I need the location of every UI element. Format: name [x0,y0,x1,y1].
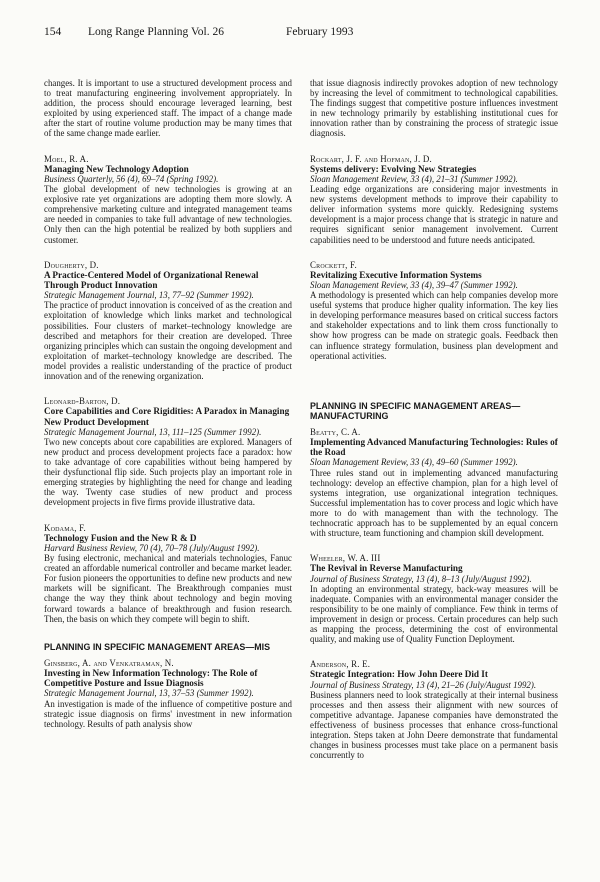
entry-author: Ginsberg, A. and Venkatraman, N. [44,657,174,668]
entry-abstract: An investigation is made of the influence of competitive posture and strategic issue diagnosis on firms' investment in new information technology. Results of path analysis show [44,698,292,729]
entry-author: Wheeler, W. A. III [310,553,381,564]
running-header [44,26,564,40]
bibliography-entry [44,154,292,245]
entry-title: Strategic Integration: How John Deere Did It [310,669,488,680]
entry-title: Investing in New Information Technology: The Role of Competitive Posture and Issue Diagnosis [44,667,258,689]
right-column [310,78,558,775]
entry-abstract: Leading edge organizations are considering major investments in new systems development methods to improve their capability to deliver information systems more quickly. Redesigning systems development is a major process change that is strategic in nature and requires significant senior management involvement. Current capabilities need to be understood and future needs anticipated. [310,184,558,245]
entry-title: A Practice-Centered Model of Organizational Renewal Through Product Innovation [44,269,259,290]
left-column [44,78,292,744]
entry-abstract: In adopting an environmental strategy, back-way measures will be inadequate. Companies with an environmental manager consider the responsibility to be one mainly of compliance. Few think in terms of improvement in design or process. Certain procedures can help such as mapping the process, determining the cost of environmental quality, and making use of Quality Function Deployment. [310,583,558,645]
entry-author: Crockett, F. [310,259,357,270]
bibliography-entry [44,396,292,507]
entry-citation: Journal of Business Strategy, 13 (4), 8–13 (July/August 1992). [310,573,532,584]
entry-title: Managing New Technology Adoption [44,163,189,174]
entry-abstract: Two new concepts about core capabilities are explored. Managers of new product and process development projects face a paradox: how to take advantage of core capabilities without being hampered by their dysfunctional flip side. Such projects play an important role in emerging strategies by highlighting the need for change and leading the way. Twenty case studies of new product and process development projects in five firms provide illustrative data. [44,436,292,508]
entry-abstract: The global development of new technologies is growing at an explosive rate yet organizations are adopting them more slowly. A comprehensive marketing culture and integrated management teams are needed in companies to take full advantage of new technologies. Only then can the high potential be realized by both suppliers and customer. [44,184,292,245]
entry-author: Dougherty, D. [44,259,99,270]
entry-author: Beatty, C. A. [310,426,361,437]
entry-citation: Sloan Management Review, 33 (4), 39–47 (Summer 1992). [310,280,518,290]
entry-author: Moel, R. A. [44,153,89,164]
bibliography-entry [310,260,558,361]
bibliography-entry [44,260,292,382]
bibliography-entry [310,154,558,245]
entry-citation: Sloan Management Review, 33 (4), 21–31 (Summer 1992). [310,173,518,184]
entry-title: Revitalizing Executive Information Systems [310,269,482,280]
entry-title: Systems delivery: Evolving New Strategies [310,163,477,174]
entry-author: Anderson, R. E. [310,659,371,670]
entry-citation: Business Quarterly, 56 (4), 69–74 (Spring 1992). [44,173,219,184]
entry-abstract: Business planners need to look strategically at their internal business processes and then assess their alignment with new sources of competitive advantage. Japanese companies have demonstrated the effectiveness of business processes that enhance cross-functional integration. Steps taken at John Deere demonstrate that fundamental changes in business processes must take place on a permanent basis concurrently to [310,689,558,761]
entry-citation: Strategic Management Journal, 13, 37–53 (Summer 1992). [44,688,254,699]
bibliography-entry [310,659,558,760]
issue-date: February 1993 [286,26,354,38]
entry-title: Technology Fusion and the New R & D [44,532,197,543]
entry-title: Core Capabilities and Core Rigidities: A Paradox in Managing New Product Development [44,406,290,427]
entry-citation: Strategic Management Journal, 13, 111–125 (Summer 1992). [44,426,262,437]
entry-abstract: A methodology is presented which can help companies develop more useful systems that produce higher quality information. The key lies in developing performance measures based on critical success factors and stakeholder expectations and to link them cross functionally to show how progress can be made on strategic goals. Feedback then can influence strategy formulation, business plan development and operational activities. [310,290,558,361]
entry-abstract: By fusing electronic, mechanical and materials technologies, Fanuc created an affordable numerical controller and became market leader. For fusion pioneers the opportunities to define new products and new markets will be significant. The Breakthrough companies must change the way they think about technology and begin moving forward towards a balance of breakthrough and fusion research. Then, the basis on which they compete will begin to shift. [44,553,292,624]
entry-title: The Revival in Reverse Manufacturing [310,563,463,574]
entry-author: Leonard-Barton, D. [44,396,121,407]
bibliography-entry [44,523,292,624]
bibliography-entry [44,658,292,729]
bibliography-entry [310,427,558,538]
page-number: 154 [44,26,62,38]
entry-citation: Harvard Business Review, 70 (4), 70–78 (July/August 1992). [44,542,260,553]
entry-abstract: The practice of product innovation is conceived of as the creation and exploitation of knowledge which links market and technological possibilities. Four clusters of market–technology knowledge are described and metaphors for their creation are developed. Three organizing principles which can sustain the ongoing development and exploitation of market–technology knowledge are described. The model provides a realistic understanding of the practice of product innovation and of the renewing organization. [44,300,292,382]
entry-title: Implementing Advanced Manufacturing Technologies: Rules of the Road [310,436,558,458]
section-heading: PLANNING IN SPECIFIC MANAGEMENT AREAS—MANUFACTURING [310,400,521,421]
entry-citation: Strategic Management Journal, 13, 77–92 (Summer 1992). [44,290,254,301]
entry-citation: Sloan Management Review, 33 (4), 49–60 (Summer 1992). [310,457,518,468]
continued-abstract: that issue diagnosis indirectly provokes adoption of new technology by increasing the level of commitment to technological capabilities. The findings suggest that competitive posture influences investment in new technology primarily by establishing institutional cues for innovation rather than by constraining the process of strategic issue diagnosis. [310,78,558,139]
continued-abstract: changes. It is important to use a structured development process and to treat manufacturing engineering involvement appropriately. In addition, the process should encourage leveraged learning, best exploited by using experienced staff. The impact of a change made after the start of routine volume production may be many times that of the same change made earlier. [44,78,292,139]
entry-author: Kodama, F. [44,522,86,533]
section-heading: PLANNING IN SPECIFIC MANAGEMENT AREAS—MIS [44,641,270,652]
entry-abstract: Three rules stand out in implementing advanced manufacturing technology: develop an effective champion, plan for a high level of systems integration, use organizational integration techniques. Successful implementation has to cover process and logic which have more to do with management than with the technology. The technocratic approach has to be supplemented by an equal concern with structure, team functioning and champion skill development. [310,467,558,539]
journal-name: Long Range Planning Vol. 26 [88,26,224,38]
bibliography-entry [310,553,558,644]
entry-author: Rockart, J. F. and Hofman, J. D. [310,153,432,164]
entry-citation: Journal of Business Strategy, 13 (4), 21–26 (July/August 1992). [310,679,537,690]
